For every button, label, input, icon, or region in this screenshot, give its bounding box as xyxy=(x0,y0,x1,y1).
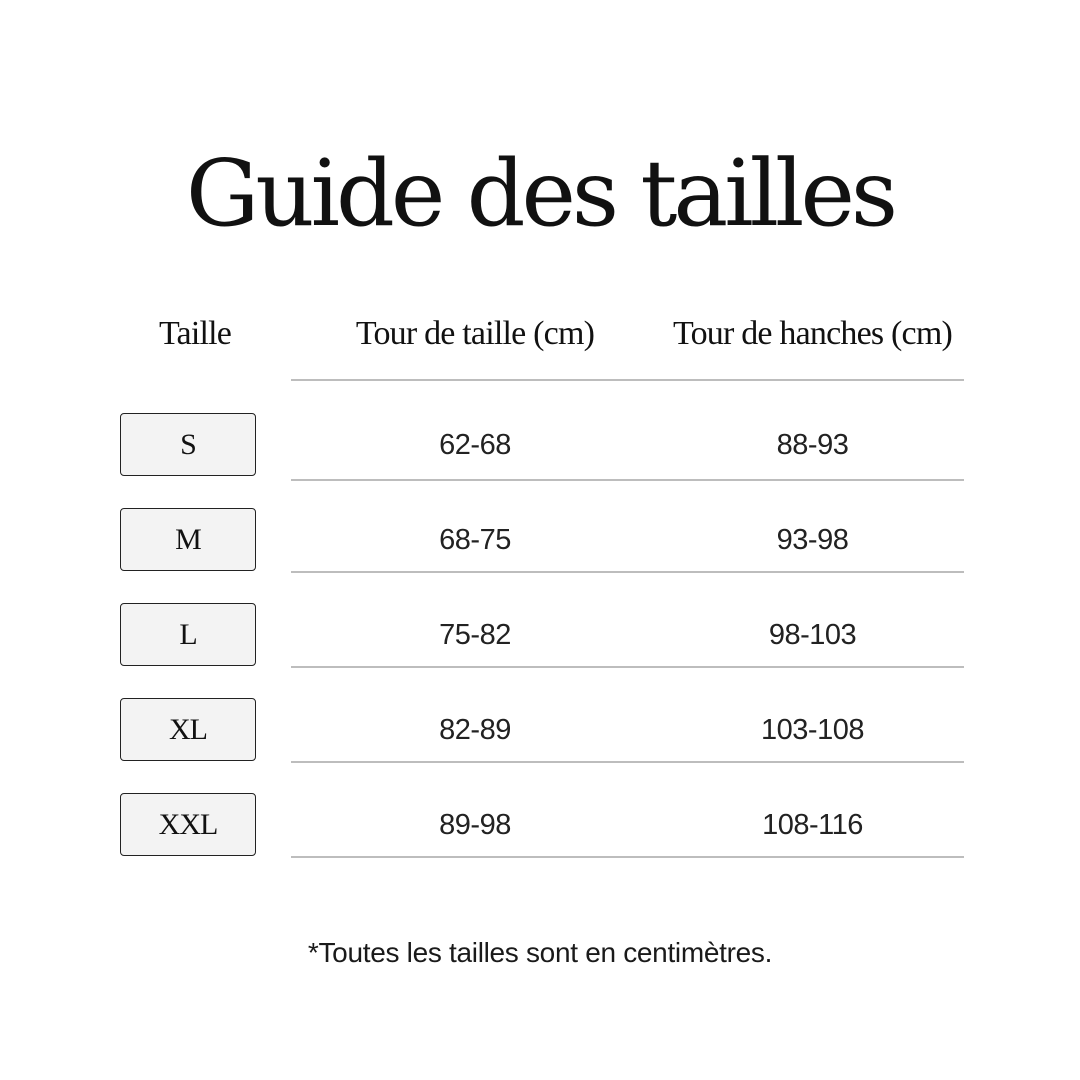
waist-value: 62-68 xyxy=(439,429,511,461)
waist-value: 82-89 xyxy=(439,714,511,746)
hips-value: 108-116 xyxy=(762,809,863,841)
column-header-hips: Tour de hanches (cm) xyxy=(673,315,952,352)
hips-value: 103-108 xyxy=(761,714,864,746)
hips-value: 88-93 xyxy=(776,429,849,461)
size-button-s[interactable]: S xyxy=(120,413,256,476)
waist-value: 75-82 xyxy=(439,619,511,651)
table-row xyxy=(0,698,1080,762)
waist-value: 68-75 xyxy=(439,524,511,556)
table-row xyxy=(0,413,1080,477)
size-button-m[interactable]: M xyxy=(120,508,256,571)
page-title: Guide des tailles xyxy=(185,140,895,247)
waist-value: 89-98 xyxy=(439,809,511,841)
row-divider xyxy=(291,479,964,481)
table-row xyxy=(0,793,1080,857)
size-button-l[interactable]: L xyxy=(120,603,256,666)
footnote: *Toutes les tailles sont en centimètres. xyxy=(307,937,773,968)
size-button-xxl[interactable]: XXL xyxy=(120,793,256,856)
hips-value: 98-103 xyxy=(768,619,857,651)
header-divider xyxy=(291,379,964,381)
row-divider xyxy=(291,856,964,858)
row-divider xyxy=(291,666,964,668)
table-row xyxy=(0,603,1080,667)
row-divider xyxy=(291,571,964,573)
table-row xyxy=(0,508,1080,572)
column-header-size: Taille xyxy=(158,315,232,352)
hips-value: 93-98 xyxy=(776,524,849,556)
size-button-xl[interactable]: XL xyxy=(120,698,256,761)
row-divider xyxy=(291,761,964,763)
column-header-waist: Tour de taille (cm) xyxy=(355,315,595,352)
